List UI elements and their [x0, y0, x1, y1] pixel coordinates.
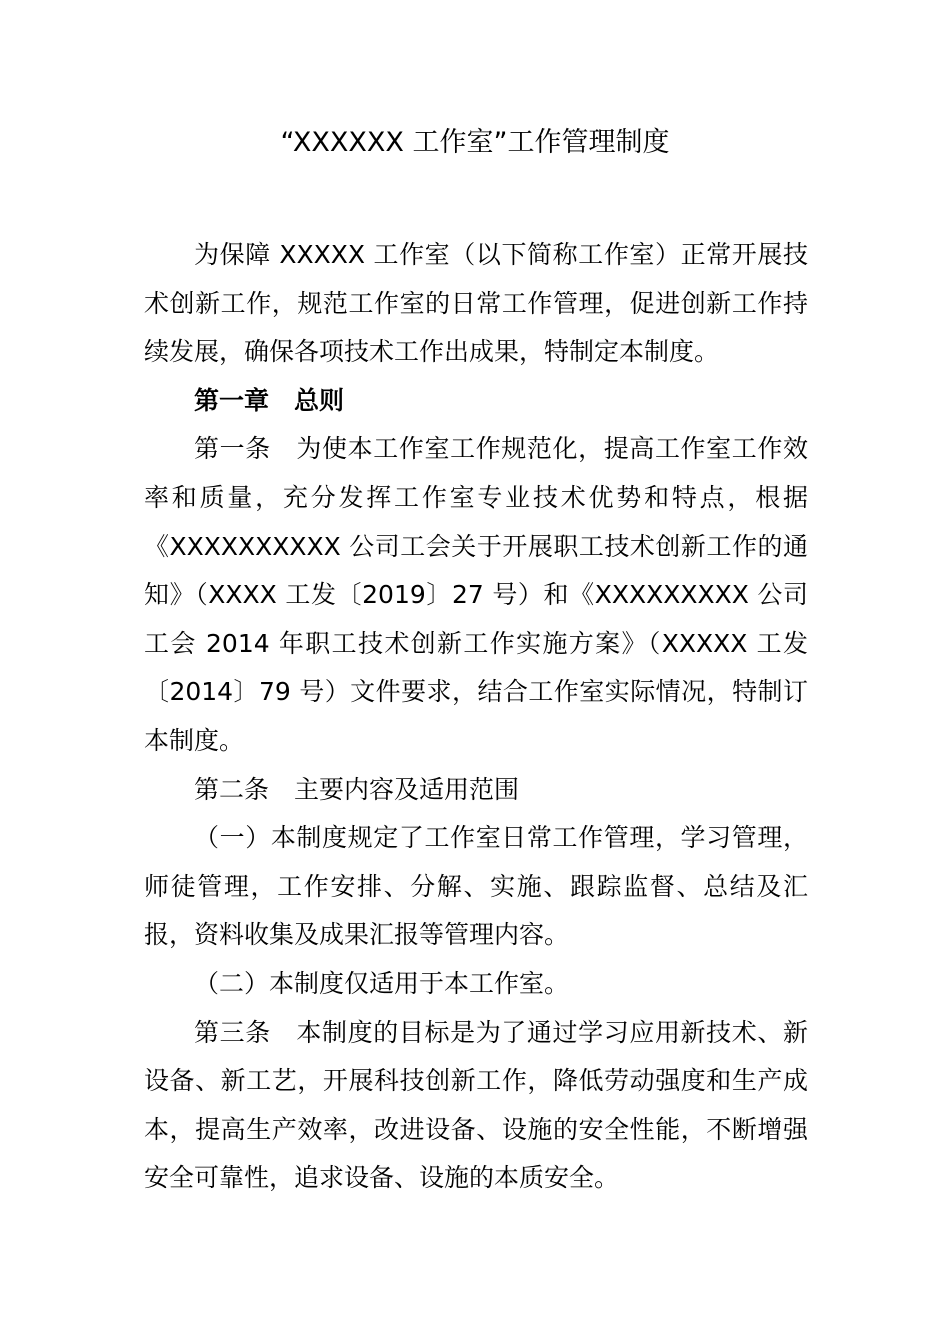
document-body — [144, 231, 808, 1203]
document-title: “XXXXXX 工作室”工作管理制度 — [280, 127, 670, 158]
article-1-paragraph: 第一条 为使本工作室工作规范化，提高工作室工作效率和质量，充分发挥工作室专业技术优势和特点，根据《XXXXXXXXXX 公司工会关于开展职工技术创新工作的通知》（XXXX 工发〔2019〕27 号）和《XXXXXXXXX 公司工会 2014 年职工技术创新工作实施方案》（XXXXX 工发〔2014〕79 号）文件要求，结合工作室实际情况，特制订本制度。 — [144, 434, 808, 755]
article-2-item-2: （二）本制度仅适用于本工作室。 — [194, 968, 570, 998]
article-3-paragraph: 第三条 本制度的目标是为了通过学习应用新技术、新设备、新工艺，开展科技创新工作，降低劳动强度和生产成本，提高生产效率，改进设备、设施的安全性能，不断增强安全可靠性，追求设备、设施的本质安全。 — [144, 1017, 808, 1193]
chapter-heading: 第一章 总则 — [194, 385, 345, 415]
article-2-heading: 第二条 主要内容及适用范围 — [194, 774, 520, 804]
intro-paragraph: 为保障 XXXXX 工作室（以下简称工作室）正常开展技术创新工作，规范工作室的日常工作管理，促进创新工作持续发展，确保各项技术工作出成果，特制定本制度。 — [144, 240, 808, 367]
article-2-item-1: （一）本制度规定了工作室日常工作管理，学习管理，师徒管理，工作安排、分解、实施、跟踪监督、总结及汇报，资料收集及成果汇报等管理内容。 — [144, 823, 808, 950]
